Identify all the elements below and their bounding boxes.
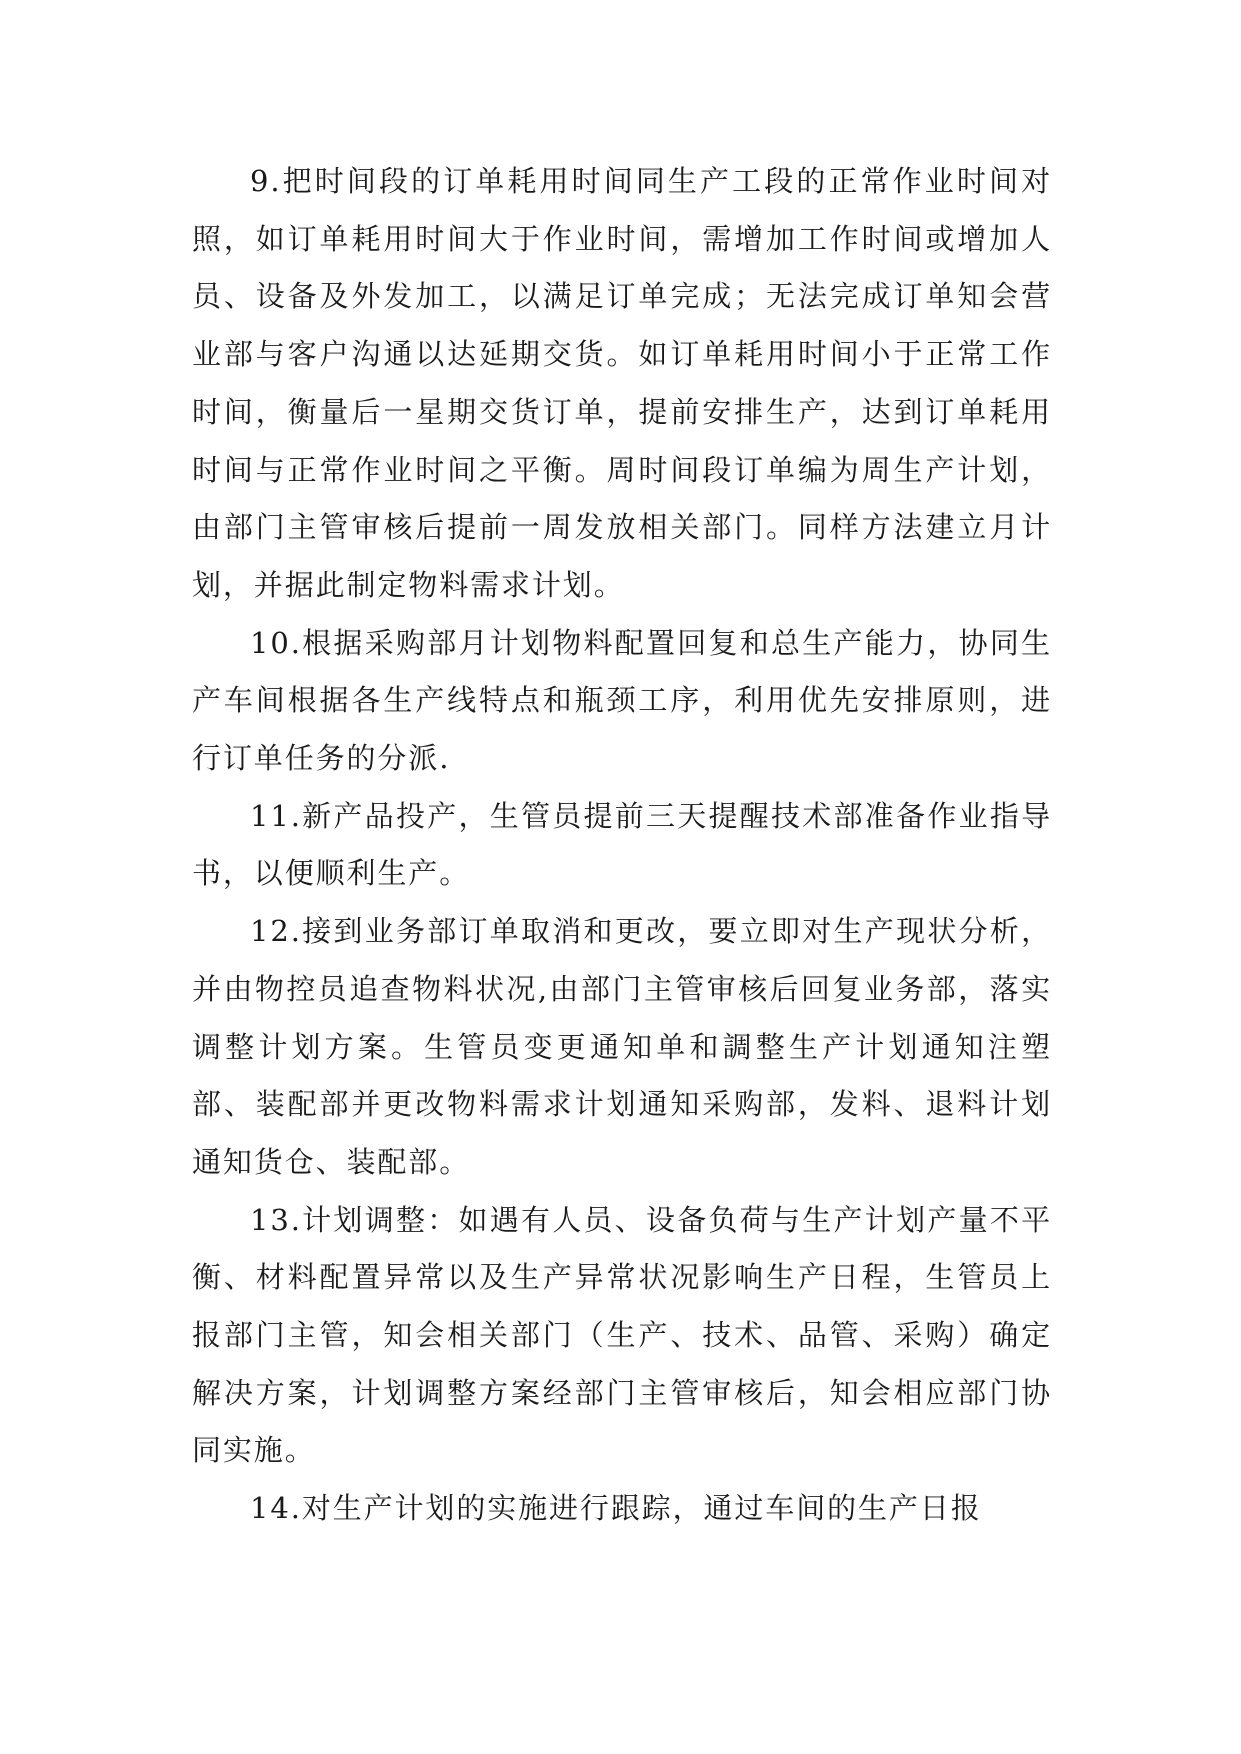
paragraph-item-11: 11.新产品投产，生管员提前三天提醒技术部准备作业指导书，以便顺利生产。: [192, 798, 1052, 891]
document-page: [192, 153, 1052, 1538]
paragraph-item-12: 12.接到业务部订单取消和更改，要立即对生产现状分析，并由物控员追查物料状况,由部门主管审核后回复业务部，落实调整计划方案。生管员变更通知单和調整生产计划通知注塑部、装配部并更改物料需求计划通知采购部，发料、退料计划通知货仓、装配部。: [192, 914, 1052, 1179]
paragraph-item-14: 14.对生产计划的实施进行跟踪，通过车间的生产日报: [250, 1491, 982, 1526]
paragraph-item-13: 13.计划调整：如遇有人员、设备负荷与生产计划产量不平衡、材料配置异常以及生产异常状况影响生产日程，生管员上报部门主管，知会相关部门（生产、技术、品管、采购）确定解决方案，计划调整方案经部门主管审核后，知会相应部门协同实施。: [192, 1202, 1052, 1468]
paragraph-item-10: 10.根据采购部月计划物料配置回复和总生产能力，协同生产车间根据各生产线特点和瓶颈工序，利用优先安排原则，进行订单任务的分派.: [192, 625, 1052, 776]
paragraph-item-9: 9.把时间段的订单耗用时间同生产工段的正常作业时间对照，如订单耗用时间大于作业时间，需增加工作时间或增加人员、设备及外发加工，以满足订单完成；无法完成订单知会营业部与客户沟通以达延期交货。如订单耗用时间小于正常工作时间，衡量后一星期交货订单，提前安排生产，达到订单耗用时间与正常作业时间之平衡。周时间段订单编为周生产计划，由部门主管审核后提前一周发放相关部门。同样方法建立月计划，并据此制定物料需求计划。: [192, 164, 1052, 602]
